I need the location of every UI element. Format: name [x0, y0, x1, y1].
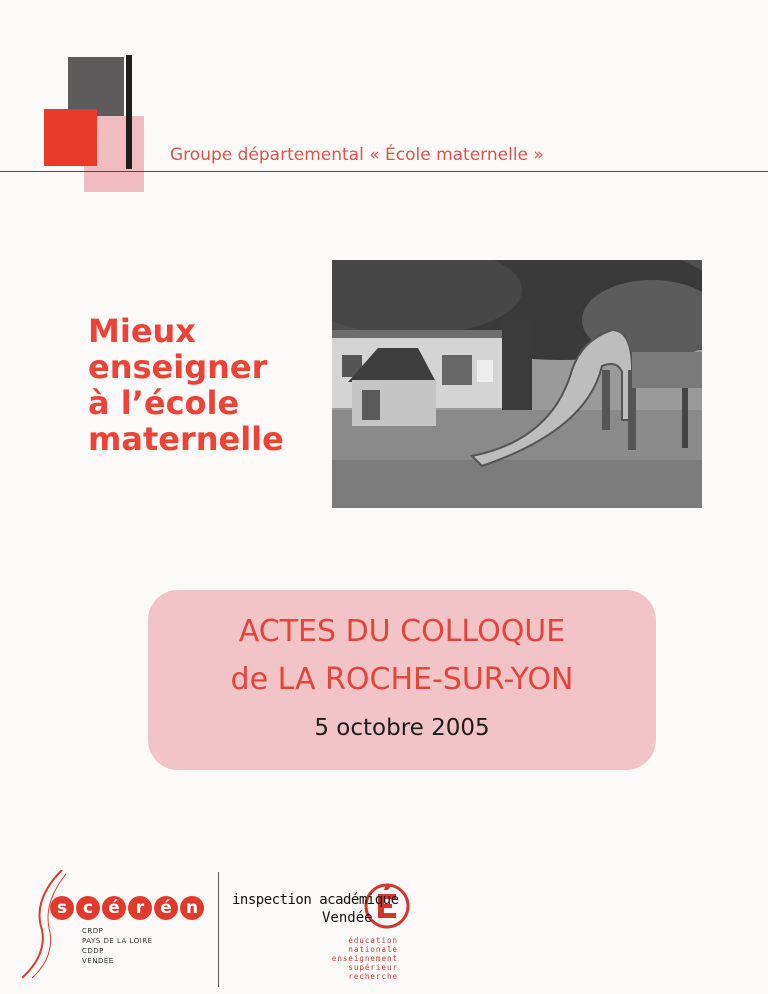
main-title-line: à l’école [88, 384, 240, 422]
main-title [88, 313, 328, 457]
sceren-letter: s [50, 896, 74, 920]
banner-date: 5 octobre 2005 [314, 715, 490, 741]
banner-location: de LA ROCHE-SUR-YON [230, 662, 574, 697]
inspection-logo [232, 880, 432, 990]
inspection-title: inspection académique [232, 892, 399, 908]
sceren-sub-line: CDDP [82, 947, 104, 955]
sceren-sub-line: VENDÉE [82, 957, 114, 965]
playground-photo [332, 260, 702, 508]
sceren-letter: n [180, 896, 204, 920]
footer-divider [218, 872, 219, 987]
sceren-sub-line: CRDP [82, 927, 104, 935]
sceren-letter: c [76, 896, 100, 920]
colloquium-banner [148, 590, 656, 770]
sceren-logo [22, 870, 222, 980]
inspection-sub-line: enseignement [331, 954, 398, 963]
playground-illustration [332, 260, 702, 508]
inspection-subtitle [288, 936, 398, 981]
inspection-sub-line: éducation [348, 936, 398, 945]
main-title-line: Mieux [88, 312, 196, 350]
inspection-sub-line: nationale [348, 945, 398, 954]
main-title-line: enseigner [88, 348, 268, 386]
header-title: Groupe départemental « École maternelle » [170, 145, 544, 165]
sceren-letter: r [128, 896, 152, 920]
header-rule [0, 171, 768, 172]
decor-black-bar [126, 55, 132, 169]
decor-red-square [44, 109, 97, 166]
sceren-letter: é [154, 896, 178, 920]
inspection-sub-line: supérieur [348, 963, 398, 972]
inspection-department: Vendée [322, 910, 373, 926]
sceren-letters [50, 896, 204, 920]
inspection-sub-line: recherche [348, 972, 398, 981]
main-title-line: maternelle [88, 420, 284, 458]
sceren-letter: é [102, 896, 126, 920]
sceren-subtitle [82, 926, 153, 966]
sceren-sub-line: PAYS DE LA LOIRE [82, 937, 153, 945]
banner-title: ACTES DU COLLOQUE [238, 614, 566, 649]
